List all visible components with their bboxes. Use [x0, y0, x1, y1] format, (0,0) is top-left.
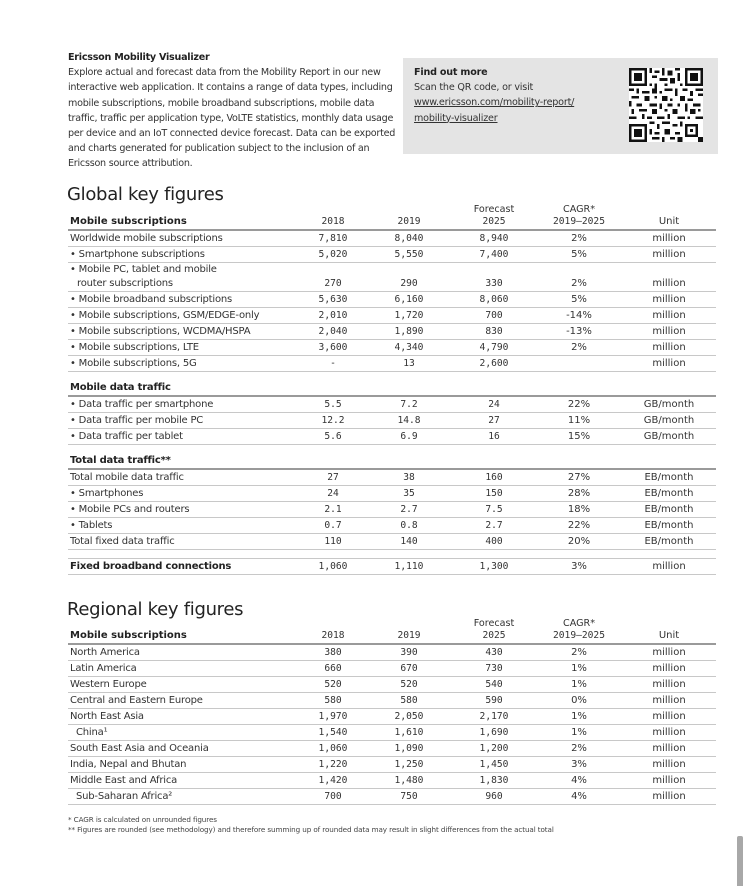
qr-code-icon	[629, 68, 703, 142]
col-header-label: Mobile subscriptions	[68, 618, 300, 644]
value-unit: EB/month	[622, 518, 716, 534]
value-2018: 12.2	[300, 413, 366, 429]
row-label: • Mobile subscriptions, WCDMA/HSPA	[68, 324, 300, 340]
value-2025: 1,830	[452, 773, 536, 789]
value-cagr: 2%	[536, 263, 622, 292]
footnote-rounding: ** Figures are rounded (see methodology) and therefore summing up of rounded data may result in slight differences from the actual total	[68, 825, 554, 834]
row-label-line-2: router subscriptions	[77, 278, 173, 289]
regional-key-figures-table	[68, 618, 716, 805]
col-header-2025	[452, 204, 536, 230]
value-2018: 5,020	[300, 247, 366, 263]
global-key-figures-title: Global key figures	[67, 184, 224, 205]
value-2018: 2,040	[300, 324, 366, 340]
table-row	[68, 789, 716, 805]
spacer-row	[68, 372, 716, 381]
intro-title: Ericsson Mobility Visualizer	[68, 52, 210, 63]
value-2019: 1,720	[366, 308, 452, 324]
value-2019: 8,040	[366, 230, 452, 247]
value-2019: 1,250	[366, 757, 452, 773]
find-out-more-text: Scan the QR code, or visit	[414, 82, 534, 94]
mobility-visualizer-link[interactable]	[414, 97, 574, 123]
value-2019: 4,340	[366, 340, 452, 356]
value-cagr: 28%	[536, 486, 622, 502]
value-2025: 2,170	[452, 709, 536, 725]
table-row	[68, 413, 716, 429]
footnote-cagr: * CAGR is calculated on unrounded figures	[68, 815, 217, 824]
forecast-label: Forecast	[473, 618, 515, 629]
forecast-year: 2025	[482, 216, 506, 227]
col-header-unit: Unit	[622, 204, 716, 230]
value-2019: 1,610	[366, 725, 452, 741]
row-label: • Data traffic per tablet	[68, 429, 300, 445]
value-2025: 1,300	[452, 559, 536, 575]
value-2019: 13	[366, 356, 452, 372]
row-label: • Tablets	[68, 518, 300, 534]
row-label: Worldwide mobile subscriptions	[68, 230, 300, 247]
value-cagr: -14%	[536, 308, 622, 324]
value-unit: million	[622, 247, 716, 263]
col-header-2019: 2019	[366, 618, 452, 644]
section-heading-mobile-data-traffic: Mobile data traffic	[68, 380, 300, 396]
table-row	[68, 396, 716, 413]
value-cagr	[536, 356, 622, 372]
row-label: Total mobile data traffic	[68, 469, 300, 486]
row-label: • Mobile subscriptions, LTE	[68, 340, 300, 356]
row-label: North East Asia	[68, 709, 300, 725]
value-unit: million	[622, 644, 716, 661]
value-2025: 27	[452, 413, 536, 429]
value-2025: 160	[452, 469, 536, 486]
value-2018: 2,010	[300, 308, 366, 324]
value-unit: million	[622, 356, 716, 372]
value-unit: million	[622, 693, 716, 709]
table-row	[68, 230, 716, 247]
col-header-unit: Unit	[622, 618, 716, 644]
col-header-2018: 2018	[300, 618, 366, 644]
row-label: Fixed broadband connections	[68, 559, 300, 575]
value-2019: 750	[366, 789, 452, 805]
link-line-1[interactable]: www.ericsson.com/mobility-report/	[414, 97, 575, 109]
value-2018: 1,220	[300, 757, 366, 773]
table-row	[68, 340, 716, 356]
row-label	[68, 263, 300, 292]
value-2018: 1,540	[300, 725, 366, 741]
value-2019: 0.8	[366, 518, 452, 534]
row-label: • Data traffic per mobile PC	[68, 413, 300, 429]
value-2018: 270	[300, 263, 366, 292]
table-row	[68, 469, 716, 486]
section-heading-total-data-traffic: Total data traffic**	[68, 453, 300, 469]
row-label: Middle East and Africa	[68, 773, 300, 789]
value-2018: 1,970	[300, 709, 366, 725]
col-header-2018: 2018	[300, 204, 366, 230]
row-label: • Mobile subscriptions, 5G	[68, 356, 300, 372]
row-label: • Mobile subscriptions, GSM/EDGE-only	[68, 308, 300, 324]
intro-block	[68, 50, 398, 172]
value-unit: million	[622, 324, 716, 340]
value-2018: 27	[300, 469, 366, 486]
col-header-cagr	[536, 204, 622, 230]
value-2025: 1,200	[452, 741, 536, 757]
table-row	[68, 263, 716, 292]
value-2019: 35	[366, 486, 452, 502]
value-cagr: 0%	[536, 693, 622, 709]
table-row	[68, 693, 716, 709]
value-unit: EB/month	[622, 486, 716, 502]
value-2018: 0.7	[300, 518, 366, 534]
section-heading-row	[68, 380, 716, 396]
value-unit: million	[622, 308, 716, 324]
value-2018: 3,600	[300, 340, 366, 356]
value-2018: 5.6	[300, 429, 366, 445]
section-heading-row	[68, 453, 716, 469]
value-unit: million	[622, 661, 716, 677]
row-label: Central and Eastern Europe	[68, 693, 300, 709]
value-2025: 2,600	[452, 356, 536, 372]
value-unit: million	[622, 741, 716, 757]
table-row	[68, 757, 716, 773]
col-header-cagr	[536, 618, 622, 644]
spacer-row	[68, 550, 716, 559]
value-cagr: 11%	[536, 413, 622, 429]
value-2019: 1,110	[366, 559, 452, 575]
table-row	[68, 773, 716, 789]
value-unit: million	[622, 677, 716, 693]
intro-body: Explore actual and forecast data from the Mobility Report in our new interactive web application. It contains a range of data types, including mobile subscriptions, mobile broadband subscriptions, mobile data traffic, traffic per application type, VoLTE statistics, monthly data usage per device and an IoT connected device forecast. Data can be exported and charts generated for publication subject to the inclusion of an Ericsson source attribution.	[68, 67, 396, 170]
value-unit: GB/month	[622, 413, 716, 429]
row-label: North America	[68, 644, 300, 661]
value-2025: 830	[452, 324, 536, 340]
value-2019: 580	[366, 693, 452, 709]
cagr-label: CAGR*	[563, 618, 595, 629]
value-2025: 400	[452, 534, 536, 550]
value-cagr: 4%	[536, 789, 622, 805]
value-unit: million	[622, 773, 716, 789]
value-unit: million	[622, 263, 716, 292]
value-cagr: 2%	[536, 644, 622, 661]
value-cagr: 1%	[536, 725, 622, 741]
value-2025: 1,450	[452, 757, 536, 773]
value-2019: 1,890	[366, 324, 452, 340]
value-unit: million	[622, 789, 716, 805]
table-row	[68, 324, 716, 340]
value-cagr: 3%	[536, 559, 622, 575]
cagr-range: 2019–2025	[553, 216, 605, 227]
value-cagr: 2%	[536, 741, 622, 757]
value-2025: 590	[452, 693, 536, 709]
value-2018: 660	[300, 661, 366, 677]
value-2018: 24	[300, 486, 366, 502]
table-row	[68, 725, 716, 741]
value-unit: million	[622, 230, 716, 247]
table-row	[68, 502, 716, 518]
find-out-more-box	[403, 58, 718, 154]
value-2018: 380	[300, 644, 366, 661]
value-2018: 580	[300, 693, 366, 709]
value-cagr: 27%	[536, 469, 622, 486]
table-row-fixed-broadband	[68, 559, 716, 575]
row-label: South East Asia and Oceania	[68, 741, 300, 757]
row-label: Western Europe	[68, 677, 300, 693]
find-out-more-title: Find out more	[414, 67, 488, 78]
value-2025: 8,060	[452, 292, 536, 308]
value-2019: 14.8	[366, 413, 452, 429]
table-row	[68, 741, 716, 757]
value-cagr: 1%	[536, 709, 622, 725]
value-2019: 670	[366, 661, 452, 677]
table-header-row	[68, 618, 716, 644]
value-unit: million	[622, 725, 716, 741]
value-unit: EB/month	[622, 502, 716, 518]
table-row	[68, 661, 716, 677]
row-label: • Smartphones	[68, 486, 300, 502]
value-unit: million	[622, 292, 716, 308]
value-2025: 1,690	[452, 725, 536, 741]
value-2019: 1,090	[366, 741, 452, 757]
value-2019: 7.2	[366, 396, 452, 413]
value-2025: 2.7	[452, 518, 536, 534]
value-cagr: 15%	[536, 429, 622, 445]
footnotes	[68, 815, 554, 835]
value-unit: million	[622, 559, 716, 575]
value-cagr: 3%	[536, 757, 622, 773]
value-cagr: 1%	[536, 661, 622, 677]
value-2018: 1,420	[300, 773, 366, 789]
table-row	[68, 534, 716, 550]
value-2025: 540	[452, 677, 536, 693]
value-2018: -	[300, 356, 366, 372]
value-2018: 1,060	[300, 559, 366, 575]
table-row	[68, 677, 716, 693]
value-2019: 390	[366, 644, 452, 661]
col-header-2019: 2019	[366, 204, 452, 230]
value-unit: million	[622, 757, 716, 773]
row-label: • Mobile broadband subscriptions	[68, 292, 300, 308]
value-cagr: -13%	[536, 324, 622, 340]
forecast-year: 2025	[482, 630, 506, 641]
value-cagr: 2%	[536, 230, 622, 247]
col-header-2025	[452, 618, 536, 644]
value-cagr: 18%	[536, 502, 622, 518]
table-row	[68, 486, 716, 502]
value-2025: 24	[452, 396, 536, 413]
col-header-label: Mobile subscriptions	[68, 204, 300, 230]
row-label: Total fixed data traffic	[68, 534, 300, 550]
value-2025: 960	[452, 789, 536, 805]
value-2019: 6.9	[366, 429, 452, 445]
value-2018: 2.1	[300, 502, 366, 518]
value-2019: 290	[366, 263, 452, 292]
value-2025: 7.5	[452, 502, 536, 518]
value-cagr: 20%	[536, 534, 622, 550]
value-2025: 430	[452, 644, 536, 661]
table-header-row	[68, 204, 716, 230]
value-2018: 520	[300, 677, 366, 693]
value-cagr: 22%	[536, 396, 622, 413]
row-label: • Smartphone subscriptions	[68, 247, 300, 263]
table-row	[68, 247, 716, 263]
value-unit: million	[622, 340, 716, 356]
value-2025: 8,940	[452, 230, 536, 247]
value-2019: 6,160	[366, 292, 452, 308]
value-2025: 150	[452, 486, 536, 502]
row-label: China¹	[68, 725, 300, 741]
cagr-range: 2019–2025	[553, 630, 605, 641]
row-label: India, Nepal and Bhutan	[68, 757, 300, 773]
value-cagr: 5%	[536, 247, 622, 263]
table-row	[68, 518, 716, 534]
table-row	[68, 644, 716, 661]
value-2018: 5,630	[300, 292, 366, 308]
value-2018: 700	[300, 789, 366, 805]
table-row	[68, 429, 716, 445]
value-cagr: 5%	[536, 292, 622, 308]
value-2019: 38	[366, 469, 452, 486]
value-unit: EB/month	[622, 534, 716, 550]
value-cagr: 2%	[536, 340, 622, 356]
value-2019: 520	[366, 677, 452, 693]
global-key-figures-table	[68, 204, 716, 575]
value-cagr: 4%	[536, 773, 622, 789]
value-2025: 730	[452, 661, 536, 677]
row-label-line-1: • Mobile PC, tablet and mobile	[70, 264, 217, 275]
value-cagr: 1%	[536, 677, 622, 693]
scrollbar-thumb[interactable]	[737, 836, 743, 886]
link-line-2[interactable]: mobility-visualizer	[414, 112, 498, 124]
value-2025: 700	[452, 308, 536, 324]
value-2018: 7,810	[300, 230, 366, 247]
row-label: Latin America	[68, 661, 300, 677]
value-2019: 1,480	[366, 773, 452, 789]
value-2025: 7,400	[452, 247, 536, 263]
value-2018: 1,060	[300, 741, 366, 757]
table-row	[68, 709, 716, 725]
value-2025: 16	[452, 429, 536, 445]
row-label: • Mobile PCs and routers	[68, 502, 300, 518]
forecast-label: Forecast	[473, 204, 515, 215]
value-2018: 5.5	[300, 396, 366, 413]
value-2018: 110	[300, 534, 366, 550]
value-cagr: 22%	[536, 518, 622, 534]
row-label: Sub-Saharan Africa²	[68, 789, 300, 805]
value-2019: 2.7	[366, 502, 452, 518]
cagr-label: CAGR*	[563, 204, 595, 215]
value-unit: million	[622, 709, 716, 725]
row-label: • Data traffic per smartphone	[68, 396, 300, 413]
value-2019: 5,550	[366, 247, 452, 263]
value-2025: 330	[452, 263, 536, 292]
value-unit: EB/month	[622, 469, 716, 486]
value-2019: 2,050	[366, 709, 452, 725]
regional-key-figures-title: Regional key figures	[67, 599, 244, 620]
value-unit: GB/month	[622, 396, 716, 413]
value-2019: 140	[366, 534, 452, 550]
value-2025: 4,790	[452, 340, 536, 356]
value-unit: GB/month	[622, 429, 716, 445]
spacer-row	[68, 445, 716, 454]
table-row	[68, 308, 716, 324]
table-row	[68, 356, 716, 372]
table-row	[68, 292, 716, 308]
